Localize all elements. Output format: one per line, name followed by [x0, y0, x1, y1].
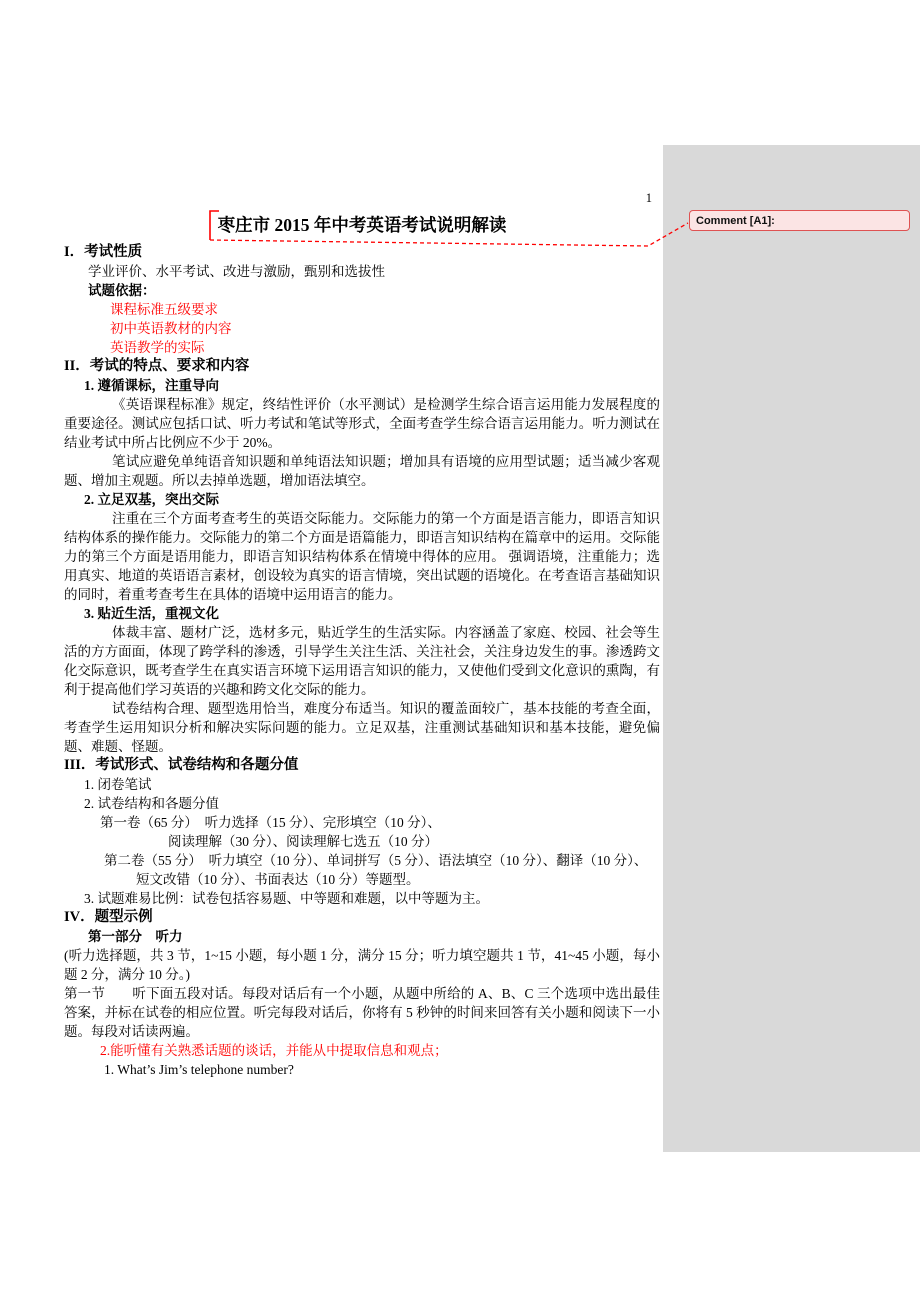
section-4-heading: IV．题型示例 [64, 909, 153, 925]
volume-1-line: 第一卷（65 分） 听力选择（15 分）、完形填空（10 分）、 [100, 815, 441, 830]
volume-1-line: 阅读理解（30 分）、阅读理解七选五（10 分） [168, 834, 438, 849]
section-3-heading: III．考试形式、试卷结构和各题分值 [64, 757, 299, 773]
list-item: 1. 闭卷笔试 [84, 777, 152, 792]
sub-heading-1: 1. 遵循课标，注重导向 [84, 378, 219, 393]
basis-label: 试题依据： [88, 283, 156, 298]
volume-2-line: 短文改错（10 分）、书面表达（10 分）等题型。 [136, 872, 420, 887]
list-item: 3. 试题难易比例：试卷包括容易题、中等题和难题，以中等题为主。 [84, 891, 489, 906]
page-number: 1 [645, 191, 652, 205]
question-line: 1. What’s Jim’s telephone number? [104, 1062, 294, 1077]
paragraph: 《英语课程标准》规定，终结性评价（水平测试）是检测学生综合语言运用能力发展程度的重要途径。测试应包括口试、听力考试和笔试等形式，全面考查学生综合语言运用能力。听力测试在结业考试中所占比例应不少于 20%。 [64, 397, 660, 450]
section-2-heading: II．考试的特点、要求和内容 [64, 358, 250, 374]
sub-heading-3: 3. 贴近生活，重视文化 [84, 606, 219, 621]
paragraph: 试卷结构合理、题型选用恰当，难度分布适当。知识的覆盖面较广，基本技能的考查全面，考查学生运用知识分析和解决实际问题的能力。立足双基，注重测试基础知识和基本技能，避免偏题、难题、怪题。 [64, 701, 660, 754]
document-title: 枣庄市 2015 年中考英语考试说明解读 [217, 215, 507, 235]
sub-heading-2: 2. 立足双基，突出交际 [84, 492, 219, 507]
comment-markup-area [663, 145, 920, 1152]
paragraph: 笔试应避免单纯语音知识题和单纯语法知识题；增加具有语境的应用型试题；适当减少客观题、增加主观题。所以去掉单选题，增加语法填空。 [64, 454, 660, 488]
basis-item: 英语教学的实际 [110, 340, 205, 355]
paragraph: 体裁丰富、题材广泛，选材多元，贴近学生的生活实际。内容涵盖了家庭、校园、社会等生活的方方面面，体现了跨学科的渗透，引导学生关注生活、关注社会，关注身边发生的事。渗透跨文化交际意识，既考查学生在真实语言环境下运用语言知识的能力，又使他们受到文化意识的熏陶，有利于提高他们学习英语的兴趣和跨文化交际的能力。 [64, 625, 660, 697]
basis-item: 初中英语教材的内容 [110, 321, 232, 336]
section-1-heading: I．考试性质 [64, 244, 143, 260]
paragraph: 第一节 听下面五段对话。每段对话后有一个小题，从题中所给的 A、B、C 三个选项中选出最佳答案，并标在试卷的相应位置。听完每段对话后，你将有 5 秒钟的时间来回答有关小题和阅读下一小题。每段对话读两遍。 [64, 986, 660, 1039]
part-title: 第一部分 听力 [88, 929, 183, 944]
volume-2-line: 第二卷（55 分） 听力填空（10 分）、单词拼写（5 分）、语法填空（10 分）、翻译（10 分）、 [104, 853, 648, 868]
section-1-line: 学业评价、水平考试、改进与激励，甄别和选拔性 [88, 264, 385, 279]
list-item: 2. 试卷结构和各题分值 [84, 796, 219, 811]
basis-item: 课程标准五级要求 [110, 302, 218, 317]
comment-label: Comment [A1]: [696, 214, 775, 227]
paragraph: (听力选择题，共 3 节，1~15 小题，每小题 1 分，满分 15 分；听力填空题共 1 节，41~45 小题，每小题 2 分，满分 10 分。) [64, 948, 660, 982]
comment-box[interactable] [689, 210, 910, 231]
paragraph: 注重在三个方面考查考生的英语交际能力。交际能力的第一个方面是语言能力，即语言知识结构体系的操作能力。交际能力的第二个方面是语篇能力，即语言知识结构在篇章中的运用。交际能力的第三个方面是语用能力，即语言知识结构体系在情境中得体的应用。 强调语境，注重能力；选用真实、地道的英语语言素材，创设较为真实的语言情境，突出试题的语境化。在考查语言基础知识的同时，着重考查考生在具体的语境中运用语言的能力。 [64, 511, 660, 602]
red-note: 2.能听懂有关熟悉话题的谈话，并能从中提取信息和观点； [100, 1043, 448, 1058]
document-content[interactable] [64, 212, 660, 1079]
